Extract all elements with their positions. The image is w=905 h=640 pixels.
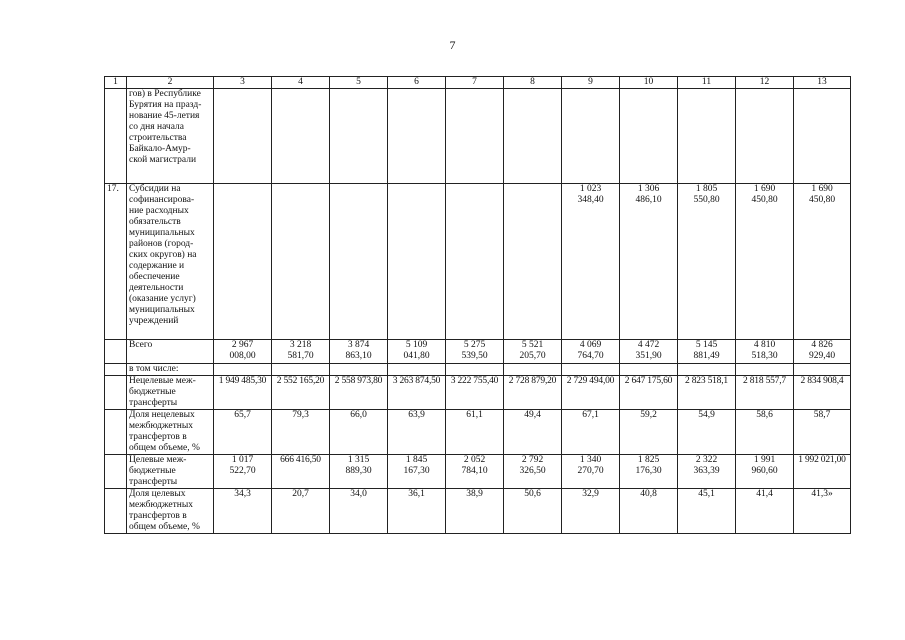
row-index <box>105 489 127 534</box>
value-cell: 20,7 <box>272 489 330 534</box>
description-line: бюджетные <box>129 466 176 476</box>
description-line: бюджетные <box>129 387 176 397</box>
value-cell <box>272 364 330 376</box>
value-cell: 50,6 <box>504 489 562 534</box>
value-cell: 41,4 <box>736 489 794 534</box>
row-index <box>105 364 127 376</box>
description-line: Бурятия на празд- <box>129 100 202 110</box>
value-cell: 4 069 764,70 <box>562 340 620 364</box>
table-row <box>105 89 851 184</box>
value-cell <box>678 89 736 184</box>
column-header: 3 <box>214 77 272 89</box>
value-cell: 666 416,50 <box>272 455 330 489</box>
value-cell: 3 222 755,40 <box>446 376 504 410</box>
value-cell: 1 991 960,60 <box>736 455 794 489</box>
column-header: 7 <box>446 77 504 89</box>
value-cell <box>736 364 794 376</box>
value-cell: 36,1 <box>388 489 446 534</box>
row-description <box>127 455 214 489</box>
value-cell: 2 792 326,50 <box>504 455 562 489</box>
value-cell: 45,1 <box>678 489 736 534</box>
value-cell: 1 825 176,30 <box>620 455 678 489</box>
value-cell <box>388 184 446 340</box>
value-cell: 2 818 557,7 <box>736 376 794 410</box>
description-line: ских округов) на <box>129 250 197 260</box>
value-cell <box>504 364 562 376</box>
value-cell <box>794 89 851 184</box>
value-cell: 2 322 363,39 <box>678 455 736 489</box>
column-header: 10 <box>620 77 678 89</box>
value-cell: 1 690 450,80 <box>794 184 851 340</box>
value-cell <box>214 89 272 184</box>
value-cell: 1 845 167,30 <box>388 455 446 489</box>
description-line: Доля нецелевых <box>129 410 195 420</box>
value-cell <box>446 184 504 340</box>
column-header: 2 <box>127 77 214 89</box>
description-line: (оказание услуг) <box>129 294 196 304</box>
value-cell <box>620 364 678 376</box>
row-index <box>105 376 127 410</box>
value-cell <box>678 364 736 376</box>
value-cell: 3 263 874,50 <box>388 376 446 410</box>
value-cell <box>214 184 272 340</box>
value-cell: 40,8 <box>620 489 678 534</box>
value-cell: 65,7 <box>214 410 272 455</box>
description-line: гов) в Республике <box>129 89 201 99</box>
value-cell <box>388 89 446 184</box>
value-cell: 3 874 863,10 <box>330 340 388 364</box>
column-header: 9 <box>562 77 620 89</box>
row-description <box>127 489 214 534</box>
column-header-row <box>105 77 851 89</box>
value-cell: 49,4 <box>504 410 562 455</box>
description-line: в том числе: <box>129 364 179 374</box>
table-row <box>105 410 851 455</box>
description-line: муниципальных <box>129 228 195 238</box>
description-line: Нецелевые меж- <box>129 376 196 386</box>
column-header: 13 <box>794 77 851 89</box>
row-index <box>105 455 127 489</box>
value-cell <box>446 89 504 184</box>
table-row <box>105 340 851 364</box>
table-row <box>105 455 851 489</box>
value-cell: 1 017 522,70 <box>214 455 272 489</box>
value-cell: 5 145 881,49 <box>678 340 736 364</box>
description-line: учреждений <box>129 316 179 326</box>
row-description <box>127 364 214 376</box>
value-cell <box>214 364 272 376</box>
description-line: Байкало-Амур- <box>129 144 191 154</box>
value-cell: 67,1 <box>562 410 620 455</box>
value-cell: 2 558 973,80 <box>330 376 388 410</box>
value-cell: 2 647 175,60 <box>620 376 678 410</box>
row-index <box>105 410 127 455</box>
table-row <box>105 489 851 534</box>
value-cell: 38,9 <box>446 489 504 534</box>
description-line: муниципальных <box>129 305 195 315</box>
description-line: межбюджетных <box>129 421 193 431</box>
description-line: ние расходных <box>129 206 189 216</box>
value-cell: 2 967 008,00 <box>214 340 272 364</box>
description-line: нование 45-летия <box>129 111 200 121</box>
row-description <box>127 340 214 364</box>
table-row <box>105 364 851 376</box>
value-cell: 34,3 <box>214 489 272 534</box>
value-cell: 1 023 348,40 <box>562 184 620 340</box>
value-cell <box>504 184 562 340</box>
value-cell: 2 823 518,1 <box>678 376 736 410</box>
value-cell: 2 834 908,4 <box>794 376 851 410</box>
value-cell: 1 949 485,30 <box>214 376 272 410</box>
row-description <box>127 410 214 455</box>
description-line: обязательств <box>129 217 181 227</box>
description-line: со дня начала <box>129 122 184 132</box>
row-description <box>127 89 214 184</box>
value-cell: 1 992 021,00 <box>794 455 851 489</box>
description-line: софинансирова- <box>129 195 195 205</box>
description-line: строительства <box>129 133 187 143</box>
value-cell: 79,3 <box>272 410 330 455</box>
value-cell: 1 805 550,80 <box>678 184 736 340</box>
value-cell: 63,9 <box>388 410 446 455</box>
column-header: 8 <box>504 77 562 89</box>
description-line: межбюджетных <box>129 500 193 510</box>
description-line: деятельности <box>129 283 184 293</box>
value-cell: 61,1 <box>446 410 504 455</box>
column-header: 4 <box>272 77 330 89</box>
page-number: 7 <box>449 38 456 52</box>
value-cell: 1 690 450,80 <box>736 184 794 340</box>
value-cell <box>504 89 562 184</box>
value-cell: 5 275 539,50 <box>446 340 504 364</box>
budget-table <box>104 76 851 534</box>
value-cell: 58,7 <box>794 410 851 455</box>
column-header: 6 <box>388 77 446 89</box>
value-cell: 2 052 784,10 <box>446 455 504 489</box>
description-line: обеспечение <box>129 272 180 282</box>
row-description <box>127 184 214 340</box>
value-cell <box>330 364 388 376</box>
value-cell <box>388 364 446 376</box>
description-line: содержание и <box>129 261 185 271</box>
value-cell: 3 218 581,70 <box>272 340 330 364</box>
value-cell: 32,9 <box>562 489 620 534</box>
column-header: 11 <box>678 77 736 89</box>
value-cell: 5 521 205,70 <box>504 340 562 364</box>
value-cell: 2 729 494,00 <box>562 376 620 410</box>
value-cell <box>446 364 504 376</box>
value-cell: 4 472 351,90 <box>620 340 678 364</box>
value-cell: 2 552 165,20 <box>272 376 330 410</box>
value-cell <box>620 89 678 184</box>
description-line: трансферты <box>129 398 178 408</box>
description-line: трансфертов в <box>129 511 187 521</box>
value-cell: 2 728 879,20 <box>504 376 562 410</box>
row-index <box>105 89 127 184</box>
value-cell <box>562 364 620 376</box>
value-cell <box>272 89 330 184</box>
value-cell: 1 340 270,70 <box>562 455 620 489</box>
value-cell <box>330 89 388 184</box>
column-header: 12 <box>736 77 794 89</box>
column-header: 5 <box>330 77 388 89</box>
column-header: 1 <box>105 77 127 89</box>
value-cell: 4 810 518,30 <box>736 340 794 364</box>
description-line: районов (город- <box>129 239 194 249</box>
value-cell: 58,6 <box>736 410 794 455</box>
description-line: Целевые меж- <box>129 455 187 465</box>
value-cell <box>562 89 620 184</box>
value-cell: 66,0 <box>330 410 388 455</box>
description-line: ской магистрали <box>129 155 197 165</box>
value-cell: 5 109 041,80 <box>388 340 446 364</box>
value-cell <box>736 89 794 184</box>
description-line: Субсидии на <box>129 184 181 194</box>
value-cell: 41,3» <box>794 489 851 534</box>
value-cell: 34,0 <box>330 489 388 534</box>
row-description <box>127 376 214 410</box>
description-line: Всего <box>129 340 153 350</box>
value-cell <box>330 184 388 340</box>
value-cell <box>794 364 851 376</box>
value-cell: 4 826 929,40 <box>794 340 851 364</box>
description-line: трансфертов в <box>129 432 187 442</box>
value-cell: 1 315 889,30 <box>330 455 388 489</box>
value-cell: 54,9 <box>678 410 736 455</box>
row-index: 17. <box>105 184 127 340</box>
table-row <box>105 184 851 340</box>
value-cell <box>272 184 330 340</box>
description-line: Доля целевых <box>129 489 186 499</box>
value-cell: 59,2 <box>620 410 678 455</box>
table-body <box>105 77 851 534</box>
row-index <box>105 340 127 364</box>
value-cell: 1 306 486,10 <box>620 184 678 340</box>
description-line: трансферты <box>129 477 178 487</box>
description-line: общем объеме, % <box>129 443 200 453</box>
description-line: общем объеме, % <box>129 522 200 532</box>
table-row <box>105 376 851 410</box>
